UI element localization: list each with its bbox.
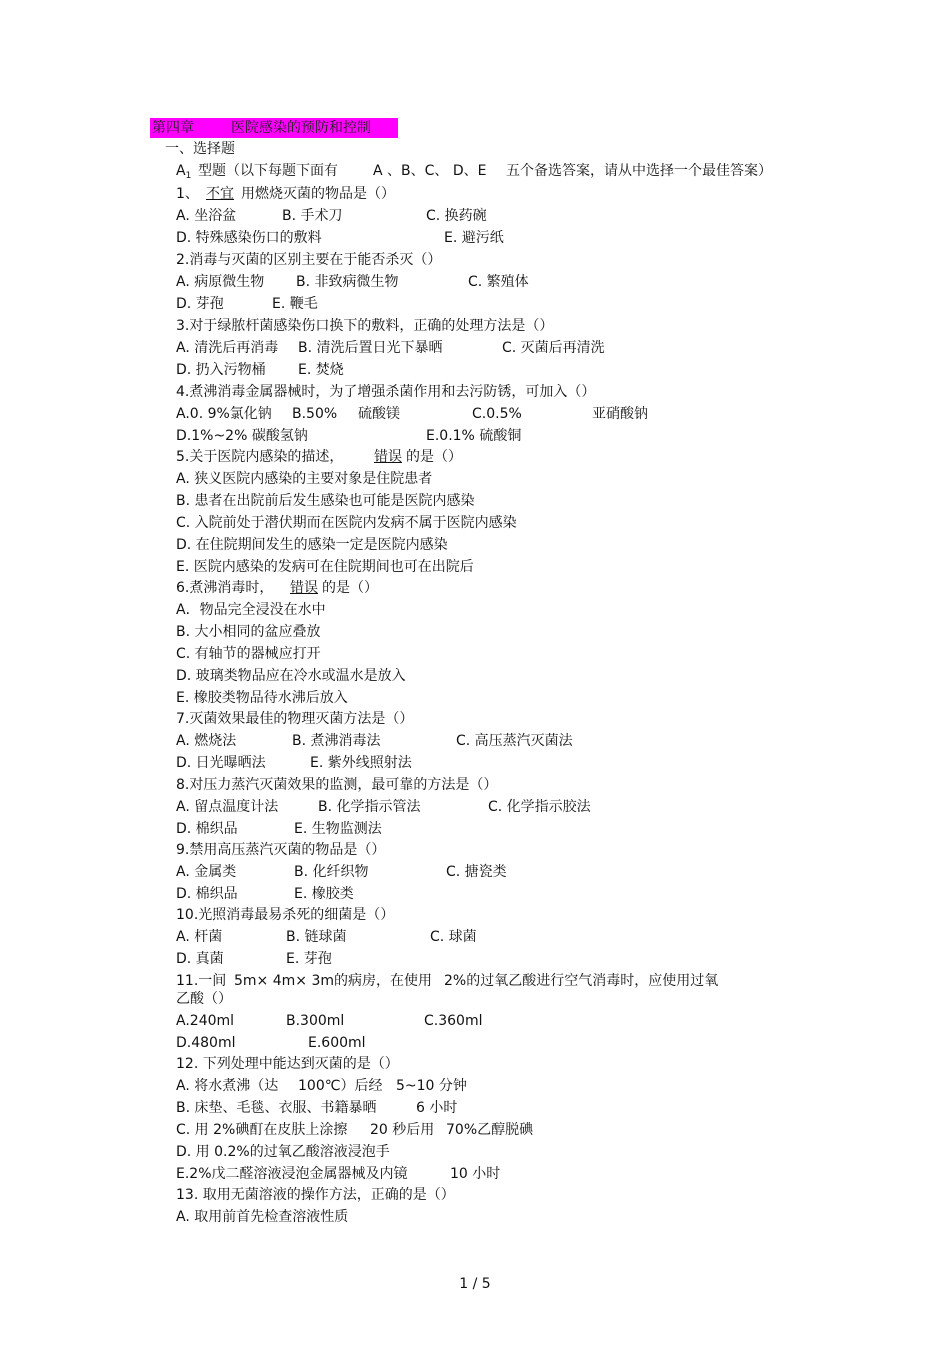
option-b: B. 化纤织物 [294, 864, 369, 880]
option-d: D.1%~2% 碳酸氢钠 [176, 428, 308, 444]
section-heading: 一、选择题 [165, 141, 235, 157]
option-c: C. 换药碗 [426, 208, 487, 224]
option-a: A. 清洗后再消毒 [176, 340, 279, 356]
option-a: A.240ml [176, 1013, 235, 1029]
option-e: E. 生物监测法 [294, 821, 382, 837]
type-label: $A_1$ [176, 163, 192, 181]
option-d: D. 真菌 [176, 951, 224, 967]
option-d: D. 特殊感染伤口的敷料 [176, 230, 322, 246]
option-c: C. 繁殖体 [468, 274, 529, 290]
option-c: C. 球菌 [430, 929, 477, 945]
option-e: E. 避污纸 [444, 230, 504, 246]
option-a: A. 燃烧法 [176, 733, 237, 749]
option-c: C. 灭菌后再清洗 [502, 340, 605, 356]
option-b-value: B.50% [292, 406, 338, 422]
type-desc: 型题（以下每题下面有 [198, 163, 338, 179]
option-b: B. 清洗后置日光下暴晒 [298, 340, 443, 356]
underlined-term: 不宜 [206, 186, 234, 202]
question-4-stem: 4.煮沸消毒金属器械时，为了增强杀菌作用和去污防锈，可加入（） [176, 384, 596, 400]
option-e: E. 鞭毛 [272, 296, 318, 312]
option-e: E. 紫外线照射法 [310, 755, 412, 771]
chapter-name: 医院感染的预防和控制 [231, 120, 371, 136]
question-6-option-c: C. 有轴节的器械应打开 [176, 646, 321, 662]
question-13-stem: 13. 取用无菌溶液的操作方法，正确的是（） [176, 1187, 455, 1203]
question-11-stem-cont: 乙酸（） [176, 991, 232, 1007]
option-b: B. 化学指示管法 [318, 799, 421, 815]
option-b: B. 非致病微生物 [296, 274, 399, 290]
question-6-option-b: B. 大小相同的盆应叠放 [176, 624, 321, 640]
option-b: B. 煮沸消毒法 [292, 733, 381, 749]
chapter-number: 第四章 [152, 120, 194, 136]
underlined-term: 错误 [290, 580, 318, 596]
question-8-stem: 8.对压力蒸汽灭菌效果的监测，最可靠的方法是（） [176, 777, 498, 793]
option-a: A. 留点温度计法 [176, 799, 279, 815]
option-b-name: 硫酸镁 [358, 406, 400, 422]
option-d: D. 扔入污物桶 [176, 362, 266, 378]
option-c: C. 化学指示胶法 [488, 799, 591, 815]
question-10-stem: 10.光照消毒最易杀死的细菌是（） [176, 907, 395, 923]
option-d: D. 棉织品 [176, 886, 238, 902]
question-6-option-e: E. 橡胶类物品待水沸后放入 [176, 690, 348, 706]
option-e: E. 橡胶类 [294, 886, 354, 902]
page-number: 1 / 5 [459, 1276, 491, 1292]
type-tail: 五个备选答案，请从中选择一个最佳答案） [506, 163, 772, 179]
question-6-option-d: D. 玻璃类物品应在冷水或温水是放入 [176, 668, 406, 684]
option-e: E. 芽孢 [286, 951, 332, 967]
underlined-term: 错误 [374, 449, 402, 465]
question-12-stem: 12. 下列处理中能达到灭菌的是（） [176, 1056, 399, 1072]
question-5-option-b: B. 患者在出院前后发生感染也可能是医院内感染 [176, 493, 475, 509]
question-2-stem: 2.消毒与灭菌的区别主要在于能否杀灭（） [176, 252, 442, 268]
question-5-option-a: A. 狭义医院内感染的主要对象是住院患者 [176, 471, 433, 487]
option-b: B. 链球菌 [286, 929, 347, 945]
option-c: C. 搪瓷类 [446, 864, 507, 880]
question-9-stem: 9.禁用高压蒸汽灭菌的物品是（） [176, 842, 386, 858]
option-a: A. 坐浴盆 [176, 208, 237, 224]
option-e: E.0.1% 硫酸铜 [426, 428, 522, 444]
question-7-stem: 7.灭菌效果最佳的物理灭菌方法是（） [176, 711, 414, 727]
option-e: E.600ml [308, 1035, 366, 1051]
option-c-value: C.0.5% [472, 406, 522, 422]
question-5-option-c: C. 入院前处于潜伏期而在医院内发病不属于医院内感染 [176, 515, 517, 531]
document-page: 第四章 医院感染的预防和控制 一、选择题 $A_1$ 型题（以下每题下面有 A 、B、C、 D、E 五个备选答案，请从中选择一个最佳答案） 1、 不宜 用燃烧灭菌的物品是（） A. 坐浴盆 B. 手术刀 C. 换药碗 D. 特殊感染伤口的敷料 E. 避污纸 2.消毒与灭菌的区别主要在于能否杀灭（） A. 病原微生物 B. 非致病微生物 C. 繁殖体 D. 芽孢 E. 鞭毛 3.对于绿脓杆菌感染伤口换下的敷料，正确的处理方法是（） A. 清洗后再消毒 B. 清洗后置日光下暴晒 C. 灭菌后再清洗 D. 扔入污物桶 E. 焚烧 4.煮沸消毒金属器械时，为了增强杀菌作用和去污防锈，可加入（） A.0. 9%氯化钠 B.50% 硫酸镁 C.0.5% 亚硝酸钠 D.1%~2% 碳酸氢钠 E.0.1% 硫酸铜 5.关于医院内感染的描述， 错误 的是（） A. 狭义医院内感染的主要对象是住院患者 B. 患者在出院前后发生感染也可能是医院内感染 C. 入院前处于潜伏期而在医院内发病不属于医院内感染 D. 在住院期间发生的感染一定是医院内感染 E. 医院内感染的发病可在住院期间也可在出院后 6.煮沸消毒时， 错误 的是（） A．物品完全浸没在水中 B. 大小相同的盆应叠放 C. 有轴节的器械应打开 D. 玻璃类物品应在冷水或温水是放入 E. 橡胶类物品待水沸后放入 7.灭菌效果最佳的物理灭菌方法是（） A. 燃烧法 B. 煮沸消毒法 C. 高压蒸汽灭菌法 D. 日光曝晒法 E. 紫外线照射法 8.对压力蒸汽灭菌效果的监测，最可靠的方法是（） A. 留点温度计法 B. 化学指示管法 C. 化学指示胶法 D. 棉织品 E. 生物监测法 9.禁用高压蒸汽灭菌的物品是（） A. 金属类 B. 化纤织物 C. 搪瓷类 D. 棉织品 E. 橡胶类 10.光照消毒最易杀死的细菌是（） A. 杆菌 B. 链球菌 C. 球菌 D. 真菌 E. 芽孢 11.一间 5m× 4m× 3m的病房，在使用 2%的过氧乙酸进行空气消毒时，应使用过氧 乙酸（） A.240ml B.300ml C.360ml D.480ml E.600ml 12. 下列处理中能达到灭菌的是（） A. 将水煮沸（达 100℃）后经 5~10 分钟 B. 床垫、毛毯、衣服、书籍暴晒 6 小时 C. 用 2%碘酊在皮肤上涂擦 20 秒后用 70%乙醇脱碘 D. 用 0.2%的过氧乙酸溶液浸泡手 E.2%戊二醛溶液浸泡金属器械及内镜 10 小时 13. 取用无菌溶液的操作方法，正确的是（） A. 取用前首先检查溶液性质 1 / 5 [0, 0, 950, 1346]
option-a: A.0. 9%氯化钠 [176, 406, 272, 422]
question-13-option-a: A. 取用前首先检查溶液性质 [176, 1209, 349, 1225]
option-b: B.300ml [286, 1013, 345, 1029]
option-d: D.480ml [176, 1035, 236, 1051]
option-c: C.360ml [424, 1013, 483, 1029]
question-5-option-d: D. 在住院期间发生的感染一定是医院内感染 [176, 537, 448, 553]
chapter-title [150, 118, 398, 138]
question-6-option-a: A．物品完全浸没在水中 [176, 602, 326, 618]
question-5-option-e: E. 医院内感染的发病可在住院期间也可在出院后 [176, 559, 474, 575]
option-d: D. 日光曝晒法 [176, 755, 266, 771]
question-3-stem: 3.对于绿脓杆菌感染伤口换下的敷料，正确的处理方法是（） [176, 318, 554, 334]
option-a: A. 金属类 [176, 864, 237, 880]
option-d: D. 棉织品 [176, 821, 238, 837]
type-choices: A 、B、C、 D、E [373, 163, 487, 179]
option-c-name: 亚硝酸钠 [592, 406, 648, 422]
question-12-option-d: D. 用 0.2%的过氧乙酸溶液浸泡手 [176, 1144, 390, 1160]
option-a: A. 病原微生物 [176, 274, 265, 290]
option-c: C. 高压蒸汽灭菌法 [456, 733, 573, 749]
option-d: D. 芽孢 [176, 296, 224, 312]
option-a: A. 杆菌 [176, 929, 223, 945]
option-e: E. 焚烧 [298, 362, 344, 378]
option-b: B. 手术刀 [282, 208, 343, 224]
